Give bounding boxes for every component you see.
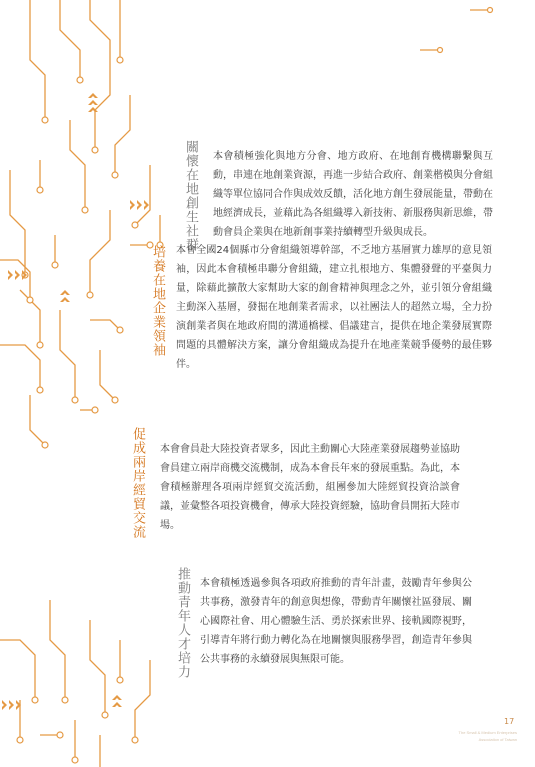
- section-title-community: 關懷在地創生社群: [183, 140, 198, 252]
- section-title-cross-strait: 促成兩岸經貿交流: [130, 427, 145, 539]
- section-body-youth: 本會積極透過參與各項政府推動的青年計畫，鼓勵青年參與公共事務，激發青年的創意與想像，帶動青年關懷社區發展、關心國際社會、用心體驗生活、勇於探索世界、接軌國際視野，引導青年將行動力轉化為在地關懷與服務學習，創造青年參與公共事務的永續發展與無限可能。: [200, 578, 472, 665]
- section-body-community: 本會積極強化與地方分會、地方政府、在地創育機構聯繫與互動，串連在地創業資源，再進一步結合政府、創業楷模與分會組織等單位協同合作與成效反饋，活化地方創生發展能量，帶動在地經濟成長，並藉此為各組織導入新技術、新服務與新思維，帶動會員企業與在地新創事業持續轉型升級與成長。: [213, 151, 493, 238]
- page-number: 17: [504, 717, 515, 726]
- footer-org-line2: Association of Taiwan: [478, 737, 517, 742]
- footer-org-line1: The Small & Medium Enterprises: [458, 730, 517, 735]
- section-title-youth: 推動青年人才培力: [175, 567, 190, 679]
- section-body-leaders: 本會全國24個縣市分會組織領導幹部，不乏地方基層實力雄厚的意見領袖，因此本會積極串聯分會組織，建立扎根地方、集體發聲的平臺與力量，除藉此擴散大家幫助大家的創會精神與理念之外，並引領分會組織主動深入基層，發掘在地創業者需求，以社團法人的超然立場，全力扮演創業者與在地政府間的溝通橋樑、倡議建言，提供在地企業發展實際問題的具體解決方案，讓分會組織成為提升在地產業競爭優勢的最佳夥伴。: [176, 245, 492, 370]
- section-body-cross-strait: 本會會員赴大陸投資者眾多，因此主動關心大陸產業發展趨勢並協助會員建立兩岸商機交流機制，成為本會長年來的發展重點。為此，本會積極辦理各項兩岸經貿交流活動，組團參加大陸經貿投資洽談會議，並彙整各項投資機會，傳承大陸投資經驗，協助會員開拓大陸市場。: [160, 444, 460, 531]
- section-title-leaders: 培養在地企業領袖: [150, 245, 165, 357]
